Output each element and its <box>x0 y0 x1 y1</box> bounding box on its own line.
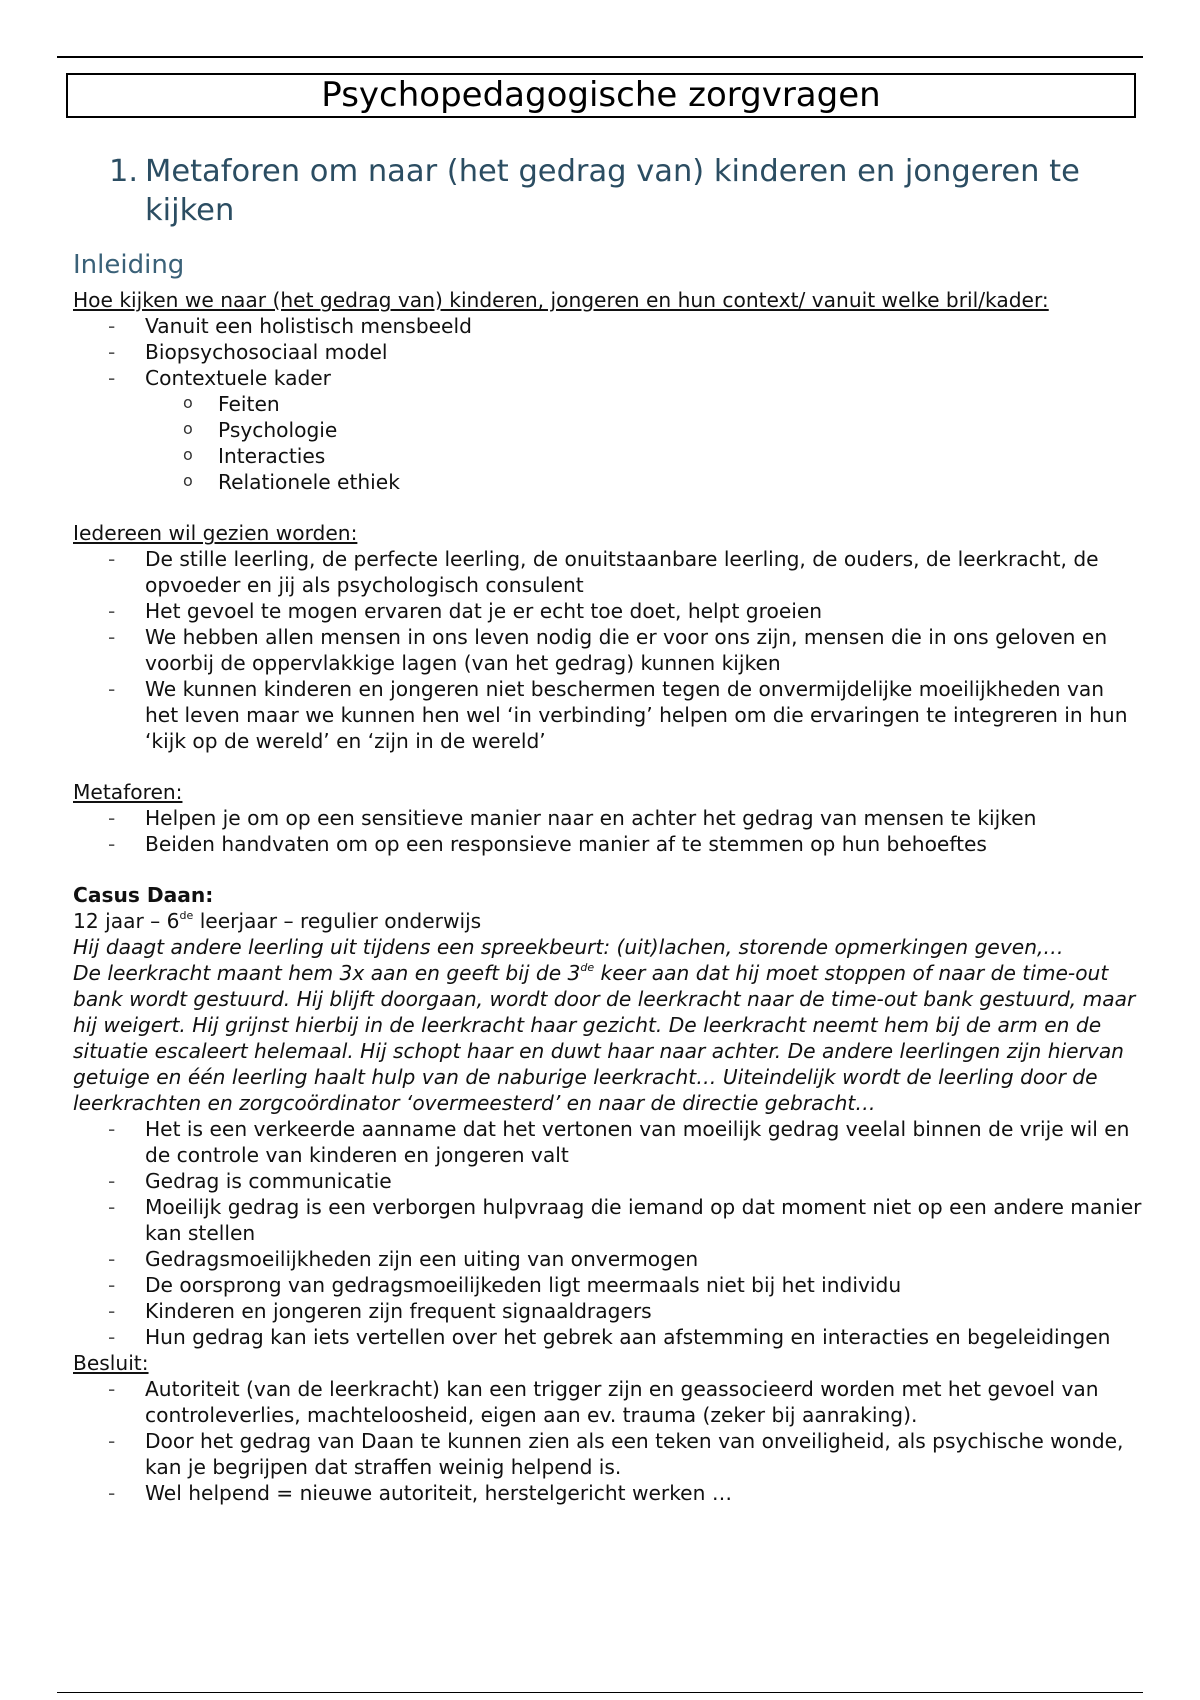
intro-list <box>73 313 1143 391</box>
list-item: - Gedragsmoeilijkheden zijn een uiting van onvermogen <box>73 1246 1143 1272</box>
list-item: - Helpen je om op een sensitieve manier naar en achter het gedrag van mensen te kijken <box>73 805 1143 831</box>
bottom-rule <box>57 1692 1143 1693</box>
casus-paragraph-2 <box>73 960 1143 1116</box>
list-item: - Wel helpend = nieuwe autoriteit, herstelgericht werken … <box>73 1480 1143 1506</box>
list-item: - De stille leerling, de perfecte leerling, de onuitstaanbare leerling, de ouders, de leerkracht, de opvoeder en jij als psychologisch consulent <box>73 546 1143 598</box>
casus-info-b: leerjaar – regulier onderwijs <box>193 909 482 933</box>
heading-1-text: Metaforen om naar (het gedrag van) kinderen en jongeren te kijken <box>145 154 1080 228</box>
casus-info-sup: de <box>179 909 194 922</box>
casus-paragraph-2a: De leerkracht maant hem 3x aan en geeft bij de 3 <box>73 961 581 985</box>
heading-1-number: 1. <box>109 154 139 189</box>
casus-paragraph-1: Hij daagt andere leerling uit tijdens een spreekbeurt: (uit)lachen, storende opmerkingen geven,… <box>73 935 1064 959</box>
spacer <box>73 857 1143 882</box>
sub-item: o Interacties <box>73 443 1143 469</box>
list-item: - Het gevoel te mogen ervaren dat je er echt toe doet, helpt groeien <box>73 598 1143 624</box>
metaforen-list <box>73 805 1143 857</box>
sub-item: o Relationele ethiek <box>73 469 1143 495</box>
list-item: - Hun gedrag kan iets vertellen over het gebrek aan afstemming en interacties en begeleidingen <box>73 1324 1143 1350</box>
list-item: - We hebben allen mensen in ons leven nodig die er voor ons zijn, mensen die in ons geloven en voorbij de oppervlakkige lagen (van het gedrag) kunnen kijken <box>73 624 1143 676</box>
list-item: - De oorsprong van gedragsmoeilijkeden ligt meermaals niet bij het individu <box>73 1272 1143 1298</box>
list-item: - Gedrag is communicatie <box>73 1168 1143 1194</box>
metaforen-label: Metaforen: <box>73 780 183 804</box>
casus-paragraph-2-sup: de <box>580 961 595 974</box>
list-item: - Contextuele kader <box>73 365 1143 391</box>
list-item: - Biopsychosociaal model <box>73 339 1143 365</box>
intro-question: Hoe kijken we naar (het gedrag van) kinderen, jongeren en hun context/ vanuit welke bril/kader: <box>73 288 1049 312</box>
casus-info-a: 12 jaar – 6 <box>73 909 180 933</box>
list-item: - Het is een verkeerde aanname dat het vertonen van moeilijk gedrag veelal binnen de vrije wil en de controle van kinderen en jongeren valt <box>73 1116 1143 1168</box>
gezien-label: Iedereen wil gezien worden: <box>73 521 358 545</box>
heading-1 <box>109 152 1109 230</box>
sub-item: o Psychologie <box>73 417 1143 443</box>
list-item: - Door het gedrag van Daan te kunnen zien als een teken van onveiligheid, als psychische wonde, kan je begrijpen dat straffen weinig helpend is. <box>73 1428 1143 1480</box>
casus-paragraph-2b: keer aan dat hij moet stoppen of naar de time-out bank wordt gestuurd. Hij blijft doorgaan, wordt door de leerkracht naar de time-out bank gestuurd, maar hij weigert. Hij grijnst hierbij in de leerkracht haar gezicht. De leerkracht neemt hem bij de arm en de situatie escaleert helemaal. Hij schopt haar en duwt haar naar achter. De andere leerlingen zijn hiervan getuige en één leerling haalt hulp van de naburige leerkracht… Uiteindelijk wordt de leerling door de leerkrachten en zorgcoördinator ‘overmeesterd’ en naar de directie gebracht… <box>73 961 1136 1115</box>
top-rule <box>57 56 1143 58</box>
casus-info <box>73 908 1143 934</box>
list-item: - We kunnen kinderen en jongeren niet beschermen tegen de onvermijdelijke moeilijkheden van het leven maar we kunnen hen wel ‘in verbinding’ helpen om die ervaringen te integreren in hun ‘kijk op de wereld’ en ‘zijn in de wereld’ <box>73 676 1143 754</box>
list-item: - Kinderen en jongeren zijn frequent signaaldragers <box>73 1298 1143 1324</box>
intro-sublist <box>73 391 1143 495</box>
list-item: - Autoriteit (van de leerkracht) kan een trigger zijn en geassocieerd worden met het gevoel van controleverlies, machteloosheid, eigen aan ev. trauma (zeker bij aanraking). <box>73 1376 1143 1428</box>
spacer <box>73 495 1143 520</box>
casus-list <box>73 1116 1143 1350</box>
spacer <box>73 754 1143 779</box>
besluit-label: Besluit: <box>73 1351 149 1375</box>
document-title: Psychopedagogische zorgvragen <box>66 73 1136 118</box>
sub-item: o Feiten <box>73 391 1143 417</box>
document-body <box>73 287 1143 1506</box>
besluit-list <box>73 1376 1143 1506</box>
list-item: - Vanuit een holistisch mensbeeld <box>73 313 1143 339</box>
heading-2: Inleiding <box>73 250 185 280</box>
list-item: - Moeilijk gedrag is een verborgen hulpvraag die iemand op dat moment niet op een andere manier kan stellen <box>73 1194 1143 1246</box>
casus-title: Casus Daan: <box>73 883 214 907</box>
gezien-list <box>73 546 1143 754</box>
list-item: - Beiden handvaten om op een responsieve manier af te stemmen op hun behoeftes <box>73 831 1143 857</box>
